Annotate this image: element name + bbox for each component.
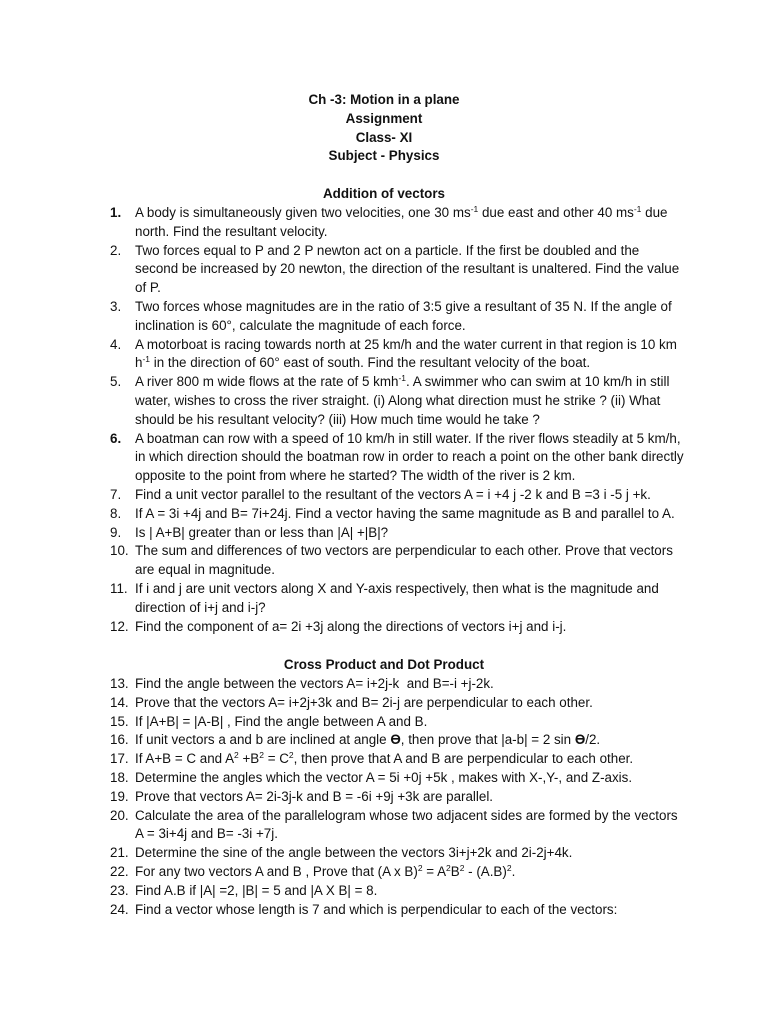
- question-number: 8.: [110, 505, 122, 521]
- question-item: [110, 750, 685, 769]
- subject-label: Subject - Physics: [328, 148, 440, 164]
- question-item: [110, 769, 685, 788]
- class-label: Class- XI: [355, 129, 413, 145]
- question-item: [110, 863, 685, 882]
- question-number: 1.: [110, 205, 122, 220]
- question-text: If |A+B| = |A-B| , Find the angle between A and B.: [135, 713, 428, 729]
- question-item: [110, 204, 685, 242]
- question-text: Two forces whose magnitudes are in the ratio of 3:5 give a resultant of 35 N. If the angle of inclination is 60°, calculate the magnitude of each force.: [135, 298, 672, 333]
- question-item: [110, 882, 685, 901]
- question-number: 14.: [110, 694, 129, 710]
- question-text: If i and j are unit vectors along X and Y-axis respectively, then what is the magnitude and direction of i+j and i-j?: [135, 580, 659, 615]
- question-item: [110, 713, 685, 732]
- question-number: 9.: [110, 524, 122, 540]
- question-item: [110, 505, 685, 524]
- question-number: 7.: [110, 486, 122, 502]
- question-number: 2.: [110, 242, 122, 258]
- question-item: [110, 580, 685, 618]
- question-list-products: [110, 675, 685, 919]
- question-text: A river 800 m wide flows at the rate of 5 kmh$^{-1}$. A swimmer who can swim at 10 km/h in still water, wishes to cross the river straight. (i) Along what direction must he strike ? (ii) What should be his resultant velocity? (iii) How much time would he take ?: [135, 373, 670, 427]
- question-text: A motorboat is racing towards north at 25 km/h and the water current in that region is 10 km $h^{-1}$ in the direction of 60° east of south. Find the resultant velocity of the boat.: [135, 336, 677, 371]
- question-text: If A = 3i +4j and B= 7i+24j. Find a vector having the same magnitude as B and parallel to A.: [135, 505, 675, 521]
- question-text: Two forces equal to P and 2 P newton act on a particle. If the first be doubled and the second be increased by 20 newton, the direction of the resultant is unaltered. Find the value of P.: [135, 242, 680, 296]
- question-text: A boatman can row with a speed of 10 km/h in still water. If the river flows steadily at 5 km/h, in which direction should the boatman row in order to reach a point on the other bank directly opposite to the point from where he started? The width of the river is 2 km.: [135, 430, 684, 484]
- question-number: 3.: [110, 298, 122, 314]
- question-text: Prove that vectors A= 2i-3j-k and B = -6i +9j +3k are parallel.: [135, 788, 494, 804]
- question-number: 15.: [110, 713, 129, 729]
- question-list-addition: [110, 204, 685, 636]
- question-text: Is | A+B| greater than or less than |A| +|B|?: [135, 524, 389, 540]
- question-item: [110, 542, 685, 580]
- question-number: 21.: [110, 845, 129, 861]
- question-item: [110, 242, 685, 298]
- question-number: 6.: [110, 430, 122, 446]
- question-number: 12.: [110, 618, 129, 634]
- question-item: [110, 298, 685, 336]
- question-number: 10.: [110, 543, 129, 559]
- section-heading-addition: Addition of vectors: [322, 186, 445, 201]
- chapter-title: Ch -3: Motion in a plane: [308, 92, 460, 107]
- question-number: 5.: [110, 374, 122, 390]
- question-item: [110, 524, 685, 543]
- question-text: Prove that the vectors A= i+2j+3k and B= 2i-j are perpendicular to each other.: [135, 694, 593, 710]
- question-text: Find a vector whose length is 7 and which is perpendicular to each of the vectors:: [135, 901, 618, 917]
- question-text: If A+B = C and $A^2 +B^2 = C^2$, then prove that A and B are perpendicular to each other.: [135, 750, 634, 767]
- question-number: 23.: [110, 882, 129, 898]
- question-text: A body is simultaneously given two velocities, one 30 $ms^{-1}$ due east and other 40 $ms^{-1}$ due north. Find the resultant velocity.: [135, 204, 668, 239]
- question-number: 16.: [110, 732, 129, 748]
- question-item: [110, 486, 685, 505]
- question-number: 20.: [110, 807, 129, 823]
- question-item: [110, 788, 685, 807]
- question-item: [110, 694, 685, 713]
- question-text: For any two vectors A and B , Prove that (A x $B)^2 = A^2B^2 - (A.B)^2$.: [135, 862, 516, 879]
- question-text: Find the angle between the vectors A= i+2j-k and B=-i +j-2k.: [135, 676, 494, 691]
- question-item: [110, 807, 685, 845]
- question-text: If unit vectors a and b are inclined at angle ϴ, then prove that |a-b| = 2 sin ϴ/2.: [135, 732, 601, 748]
- section-heading-products: Cross Product and Dot Product: [283, 657, 485, 672]
- question-text: Determine the angles which the vector A = 5i +0j +5k , makes with X-,Y-, and Z-axis.: [135, 769, 633, 785]
- question-item: [110, 901, 685, 920]
- question-item: [110, 618, 685, 637]
- document-type: Assignment: [345, 110, 423, 126]
- question-text: The sum and differences of two vectors are perpendicular to each other. Prove that vectors are equal in magnitude.: [135, 543, 673, 578]
- question-item: [110, 336, 685, 374]
- question-number: 13.: [110, 676, 129, 691]
- question-item: [110, 430, 685, 486]
- question-number: 4.: [110, 336, 122, 352]
- document-header: [0, 91, 768, 166]
- question-number: 11.: [110, 580, 128, 596]
- question-item: [110, 373, 685, 429]
- question-text: Calculate the area of the parallelogram whose two adjacent sides are formed by the vectors A = 3i+4j and B= -3i +7j.: [135, 807, 678, 842]
- question-item: [110, 675, 685, 694]
- question-item: [110, 844, 685, 863]
- question-text: Find the component of a= 2i +3j along the directions of vectors i+j and i-j.: [135, 618, 567, 634]
- question-text: Find a unit vector parallel to the resultant of the vectors A = i +4 j -2 k and B =3 i -5 j +k.: [135, 486, 651, 502]
- question-number: 18.: [110, 769, 129, 785]
- question-number: 17.: [110, 751, 129, 767]
- question-number: 19.: [110, 788, 129, 804]
- question-number: 24.: [110, 901, 129, 917]
- question-item: [110, 731, 685, 750]
- question-text: Find A.B if |A| =2, |B| = 5 and |A X B| = 8.: [135, 882, 378, 898]
- question-text: Determine the sine of the angle between the vectors 3i+j+2k and 2i-2j+4k.: [135, 845, 573, 861]
- question-number: 22.: [110, 863, 129, 879]
